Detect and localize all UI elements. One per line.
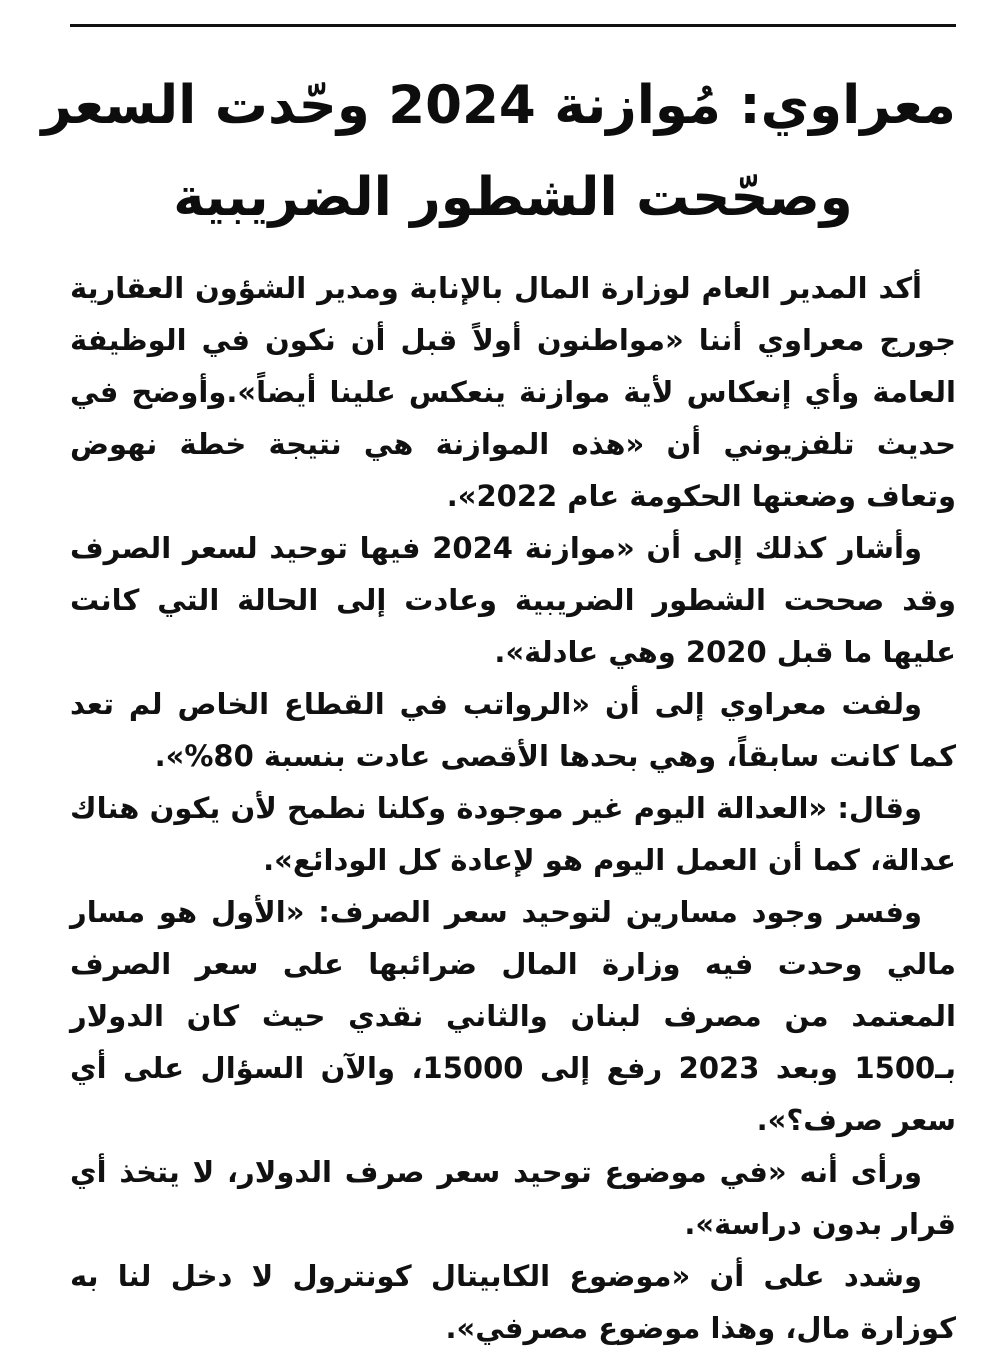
article-paragraph-2: وأشار كذلك إلى أن «موازنة 2024 فيها توحيد لسعر الصرف وقد صححت الشطور الضريبية وعادت إلى الحالة التي كانت عليها ما قبل 2020 وهي عادلة». [70, 531, 956, 669]
article-paragraph-1: أكد المدير العام لوزارة المال بالإنابة ومدير الشؤون العقارية جورج معراوي أننا «مواطنون أولاً قبل أن نكون في الوظيفة العامة وأي إنعكاس لأية موازنة ينعكس علينا أيضاً».وأوضح في حديث تلفزيوني أن «هذه الموازنة هي نتيجة خطة نهوض وتعاف وضعتها الحكومة عام 2022». [70, 271, 956, 513]
headline [41, 60, 956, 244]
headline-line-1: معراوي: مُوازنة 2024 وحّدت السعر [41, 75, 956, 136]
article-paragraph-7: وشدد على أن «موضوع الكابيتال كونترول لا دخل لنا به كوزارة مال، وهذا موضوع مصرفي». [70, 1259, 956, 1345]
article-paragraph-6: ورأى أنه «في موضوع توحيد سعر صرف الدولار، لا يتخذ أي قرار بدون دراسة». [70, 1155, 956, 1241]
top-rule [70, 24, 956, 27]
article-body [70, 262, 956, 1354]
article-paragraph-3: ولفت معراوي إلى أن «الرواتب في القطاع الخاص لم تعد كما كانت سابقاً، وهي بحدها الأقصى عادت بنسبة 80%». [70, 687, 956, 773]
article-paragraph-4: وقال: «العدالة اليوم غير موجودة وكلنا نطمح لأن يكون هناك عدالة، كما أن العمل اليوم هو لإعادة كل الودائع». [70, 791, 956, 877]
headline-line-2: وصحّحت الشطور الضريبية [173, 167, 853, 228]
article-paragraph-5: وفسر وجود مسارين لتوحيد سعر الصرف: «الأول هو مسار مالي وحدت فيه وزارة المال ضرائبها على سعر الصرف المعتمد من مصرف لبنان والثاني نقدي حيث كان الدولار بـ1500 وبعد 2023 رفع إلى 15000، والآن السؤال على أي سعر صرف؟». [70, 895, 956, 1137]
